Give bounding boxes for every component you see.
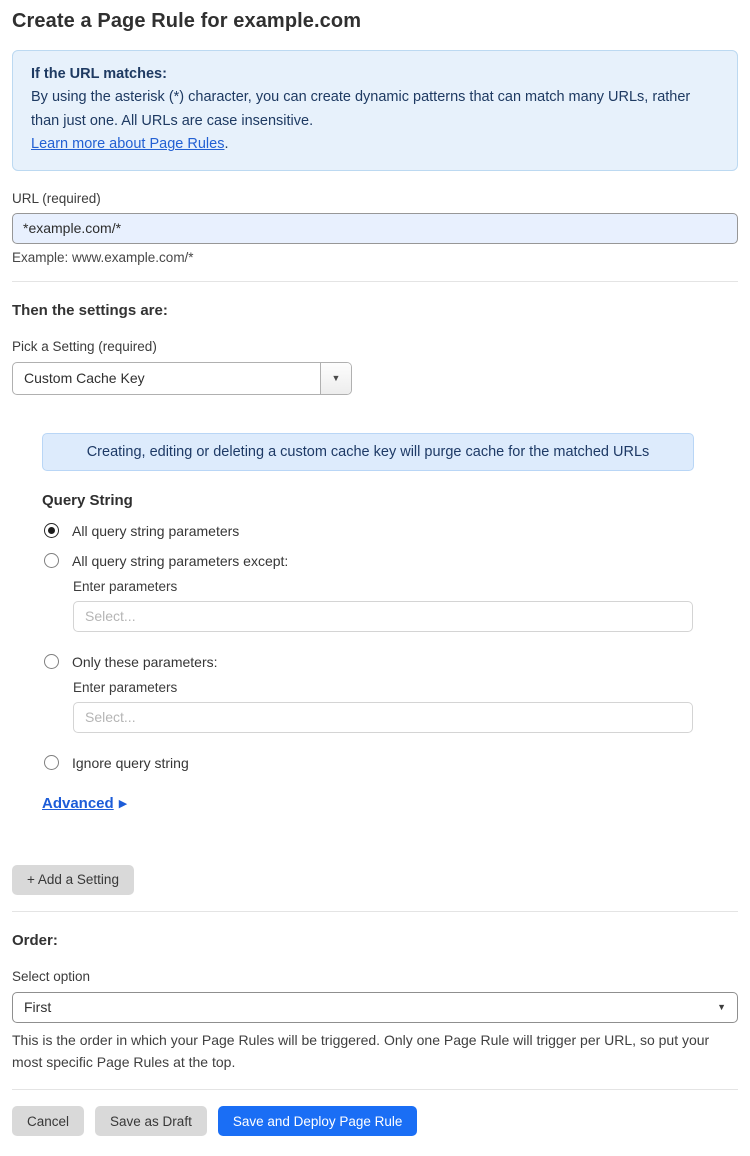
order-select-label: Select option	[12, 968, 91, 984]
radio-label: Ignore query string	[72, 754, 189, 771]
only-params-subfield	[73, 680, 738, 733]
chevron-right-icon: ▶	[118, 797, 128, 810]
except-params-subfield	[73, 579, 738, 632]
advanced-link[interactable]	[42, 795, 127, 812]
radio-only-these[interactable]	[42, 654, 738, 670]
only-params-input[interactable]	[73, 702, 693, 733]
link-suffix: .	[224, 136, 229, 153]
radio-icon[interactable]	[44, 553, 59, 568]
radio-label: All query string parameters except:	[72, 552, 289, 569]
purge-cache-notice: Creating, editing or deleting a custom cache key will purge cache for the matched URLs	[42, 433, 694, 471]
radio-label: Only these parameters:	[72, 653, 218, 670]
radio-icon[interactable]	[44, 523, 59, 538]
url-field-label: URL (required)	[12, 190, 101, 206]
save-and-deploy-button[interactable]: Save and Deploy Page Rule	[218, 1106, 418, 1136]
radio-icon[interactable]	[44, 755, 59, 770]
cancel-button[interactable]: Cancel	[12, 1106, 84, 1136]
chevron-down-icon: ▼	[717, 1002, 726, 1013]
order-dropdown-value: First	[24, 999, 52, 1016]
save-as-draft-button[interactable]: Save as Draft	[95, 1106, 207, 1136]
divider	[12, 281, 738, 282]
radio-all-except[interactable]	[42, 553, 738, 569]
query-string-heading: Query String	[42, 491, 133, 509]
info-callout-link-line	[31, 133, 719, 156]
page-title: Create a Page Rule for example.com	[12, 10, 362, 32]
except-params-input[interactable]	[73, 601, 693, 632]
setting-dropdown-value: Custom Cache Key	[24, 370, 145, 387]
custom-cache-key-panel	[42, 433, 738, 813]
setting-dropdown[interactable]	[12, 362, 352, 395]
order-section-heading: Order:	[12, 931, 58, 949]
footer-actions	[12, 1106, 738, 1136]
url-example-text: Example: www.example.com/*	[12, 249, 194, 265]
order-dropdown[interactable]	[12, 992, 738, 1023]
order-help-text: This is the order in which your Page Rules will be triggered. Only one Page Rule will trigger per URL, so put your most specific Page Rules at the top.	[12, 1031, 710, 1070]
radio-all-query-params[interactable]	[42, 523, 738, 539]
divider	[12, 1089, 738, 1090]
info-callout-heading: If the URL matches:	[31, 66, 167, 82]
learn-more-link[interactable]: Learn more about Page Rules	[31, 136, 225, 153]
chevron-down-icon[interactable]: ▼	[320, 363, 351, 394]
add-setting-button[interactable]: + Add a Setting	[12, 865, 134, 895]
divider	[12, 911, 738, 912]
enter-parameters-label: Enter parameters	[73, 679, 178, 695]
url-input[interactable]	[12, 213, 738, 244]
radio-icon[interactable]	[44, 654, 59, 669]
settings-section-heading: Then the settings are:	[12, 301, 168, 319]
pick-setting-label: Pick a Setting (required)	[12, 338, 157, 354]
radio-label: All query string parameters	[72, 522, 240, 539]
info-callout-body: By using the asterisk (*) character, you can create dynamic patterns that can match many URLs, rather than just one. All URLs are case insensitive.	[31, 89, 691, 129]
advanced-link-text[interactable]: Advanced	[42, 794, 114, 812]
url-match-info-callout	[12, 50, 738, 171]
radio-ignore-query-string[interactable]	[42, 755, 738, 771]
enter-parameters-label: Enter parameters	[73, 578, 178, 594]
